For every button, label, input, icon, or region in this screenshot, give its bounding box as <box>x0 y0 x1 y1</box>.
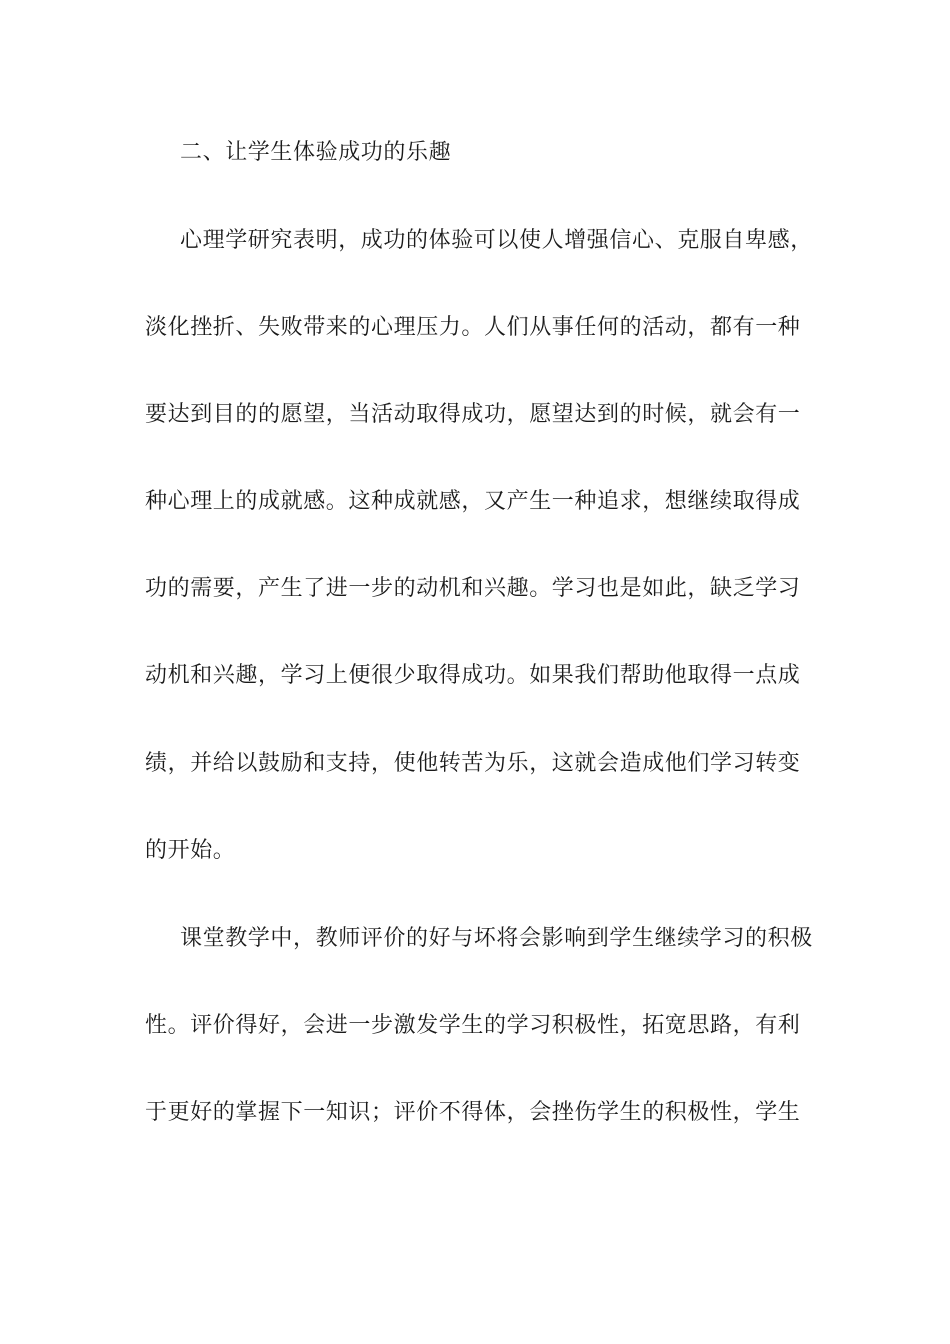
paragraph-line: 种心理上的成就感。这种成就感，又产生一种追求，想继续取得成 <box>145 489 801 514</box>
paragraph-line: 心理学研究表明，成功的体验可以使人增强信心、克服自卑感， <box>180 228 813 253</box>
section-heading: 二、让学生体验成功的乐趣 <box>180 140 452 165</box>
paragraph-line: 动机和兴趣，学习上便很少取得成功。如果我们帮助他取得一点成 <box>145 663 801 688</box>
paragraph-line: 于更好的掌握下一知识；评价不得体，会挫伤学生的积极性，学生 <box>145 1100 801 1125</box>
paragraph-line: 功的需要，产生了进一步的动机和兴趣。学习也是如此，缺乏学习 <box>145 576 801 601</box>
paragraph-line: 性。评价得好，会进一步激发学生的学习积极性，拓宽思路，有利 <box>145 1013 801 1038</box>
paragraph-line: 绩，并给以鼓励和支持，使他转苦为乐，这就会造成他们学习转变 <box>145 751 801 776</box>
paragraph-line: 淡化挫折、失败带来的心理压力。人们从事任何的活动，都有一种 <box>145 315 801 340</box>
paragraph-line: 课堂教学中，教师评价的好与坏将会影响到学生继续学习的积极 <box>180 926 813 951</box>
paragraph-line: 要达到目的的愿望，当活动取得成功，愿望达到的时候，就会有一 <box>145 402 801 427</box>
paragraph-line: 的开始。 <box>145 838 236 863</box>
